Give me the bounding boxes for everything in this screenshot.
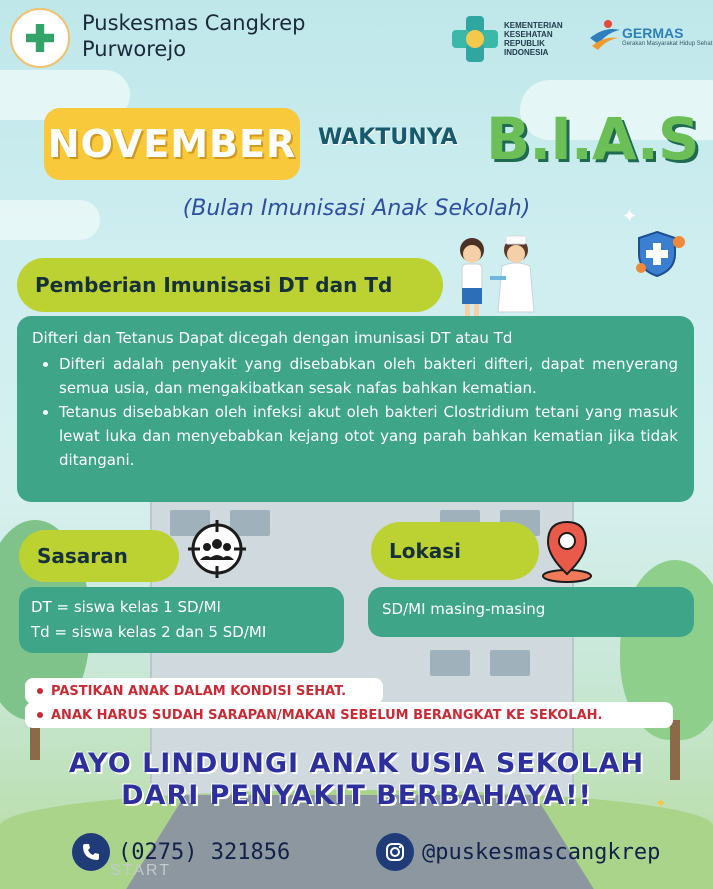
warning-text: PASTIKAN ANAK DALAM KONDISI SEHAT. bbox=[51, 683, 347, 699]
sasaran-dt: DT = siswa kelas 1 SD/MI bbox=[31, 598, 221, 616]
cta-line2: DARI PENYAKIT BERBAHAYA!! bbox=[121, 780, 592, 811]
sasaran-panel bbox=[19, 587, 344, 653]
shield-virus-icon bbox=[633, 228, 689, 284]
instagram-icon bbox=[376, 833, 414, 871]
info-lead: Difteri dan Tetanus Dapat dicegah dengan imunisasi DT atau Td bbox=[32, 329, 513, 347]
info-bullet-tetanus: • Tetanus disebabkan oleh infeksi akut oleh bakteri Clostridium tetani yang masuk lewat luka dan menyebabkan kejang otot yang parah bahkan kematian jika tidak ditangani. bbox=[59, 400, 678, 472]
germas-title: GERMAS bbox=[622, 24, 684, 41]
window-decoration bbox=[430, 650, 470, 676]
section-heading-sasaran: Sasaran bbox=[19, 530, 179, 582]
medical-cross-logo-icon bbox=[26, 24, 54, 52]
info-bullet-list bbox=[32, 352, 678, 472]
instagram-contact[interactable] bbox=[376, 833, 660, 871]
sasaran-td: Td = siswa kelas 2 dan 5 SD/MI bbox=[31, 623, 267, 641]
kemenkes-logo bbox=[452, 16, 564, 62]
target-group-icon bbox=[186, 518, 248, 584]
puskesmas-logo bbox=[10, 8, 70, 68]
germas-logo bbox=[588, 18, 712, 54]
sparkle-icon: ✦ bbox=[622, 206, 638, 227]
warning-text: ANAK HARUS SUDAH SARAPAN/MAKAN SEBELUM BERANGKAT KE SEKOLAH. bbox=[51, 707, 603, 723]
section-heading-immunization: Pemberian Imunisasi DT dan Td bbox=[17, 258, 443, 312]
window-decoration bbox=[490, 650, 530, 676]
info-bullet-difteri: • Difteri adalah penyakit yang disebabkan oleh bakteri difteri, dapat menyerang semua usia, dan mengakibatkan sesak nafas bahkan kematian. bbox=[59, 352, 678, 400]
organization-name bbox=[82, 10, 306, 62]
nurse-child-illustration bbox=[450, 232, 546, 324]
title-connector: WAKTUNYA bbox=[318, 125, 458, 150]
bullet-dot bbox=[37, 712, 43, 718]
lokasi-panel bbox=[368, 587, 694, 637]
road-start-label: START bbox=[110, 862, 171, 879]
immunization-info-panel bbox=[17, 316, 694, 502]
cta-line1: AYO LINDUNGI ANAK USIA SEKOLAH bbox=[68, 748, 645, 779]
kemenkes-text: KEMENTERIAN KESEHATAN REPUBLIK INDONESIA bbox=[504, 21, 563, 57]
warning-healthy bbox=[25, 678, 383, 704]
instagram-handle[interactable]: @puskesmascangkrep bbox=[422, 839, 661, 865]
phone-icon bbox=[72, 833, 110, 871]
program-subtitle: (Bulan Imunisasi Anak Sekolah) bbox=[182, 196, 531, 221]
month-badge bbox=[44, 108, 300, 180]
organization-name-line2: Purworejo bbox=[82, 37, 187, 61]
organization-name-line1: Puskesmas Cangkrep bbox=[82, 11, 306, 35]
map-pin-icon bbox=[536, 518, 598, 588]
phone-number[interactable]: (0275) 321856 bbox=[118, 839, 291, 865]
month-label: NOVEMBER bbox=[47, 122, 297, 166]
call-to-action bbox=[0, 748, 713, 812]
warning-breakfast bbox=[25, 702, 673, 728]
section-heading-lokasi: Lokasi bbox=[371, 522, 539, 580]
program-acronym: B.I.A.S bbox=[486, 105, 699, 173]
kemenkes-mark-icon bbox=[452, 16, 498, 62]
lokasi-value: SD/MI masing-masing bbox=[382, 600, 546, 618]
germas-mark-icon bbox=[588, 18, 622, 54]
germas-subtitle: Gerakan Masyarakat Hidup Sehat bbox=[622, 40, 713, 47]
bullet-dot bbox=[37, 688, 43, 694]
sparkle-icon: ✦ bbox=[655, 796, 667, 812]
phone-contact[interactable] bbox=[72, 833, 290, 871]
